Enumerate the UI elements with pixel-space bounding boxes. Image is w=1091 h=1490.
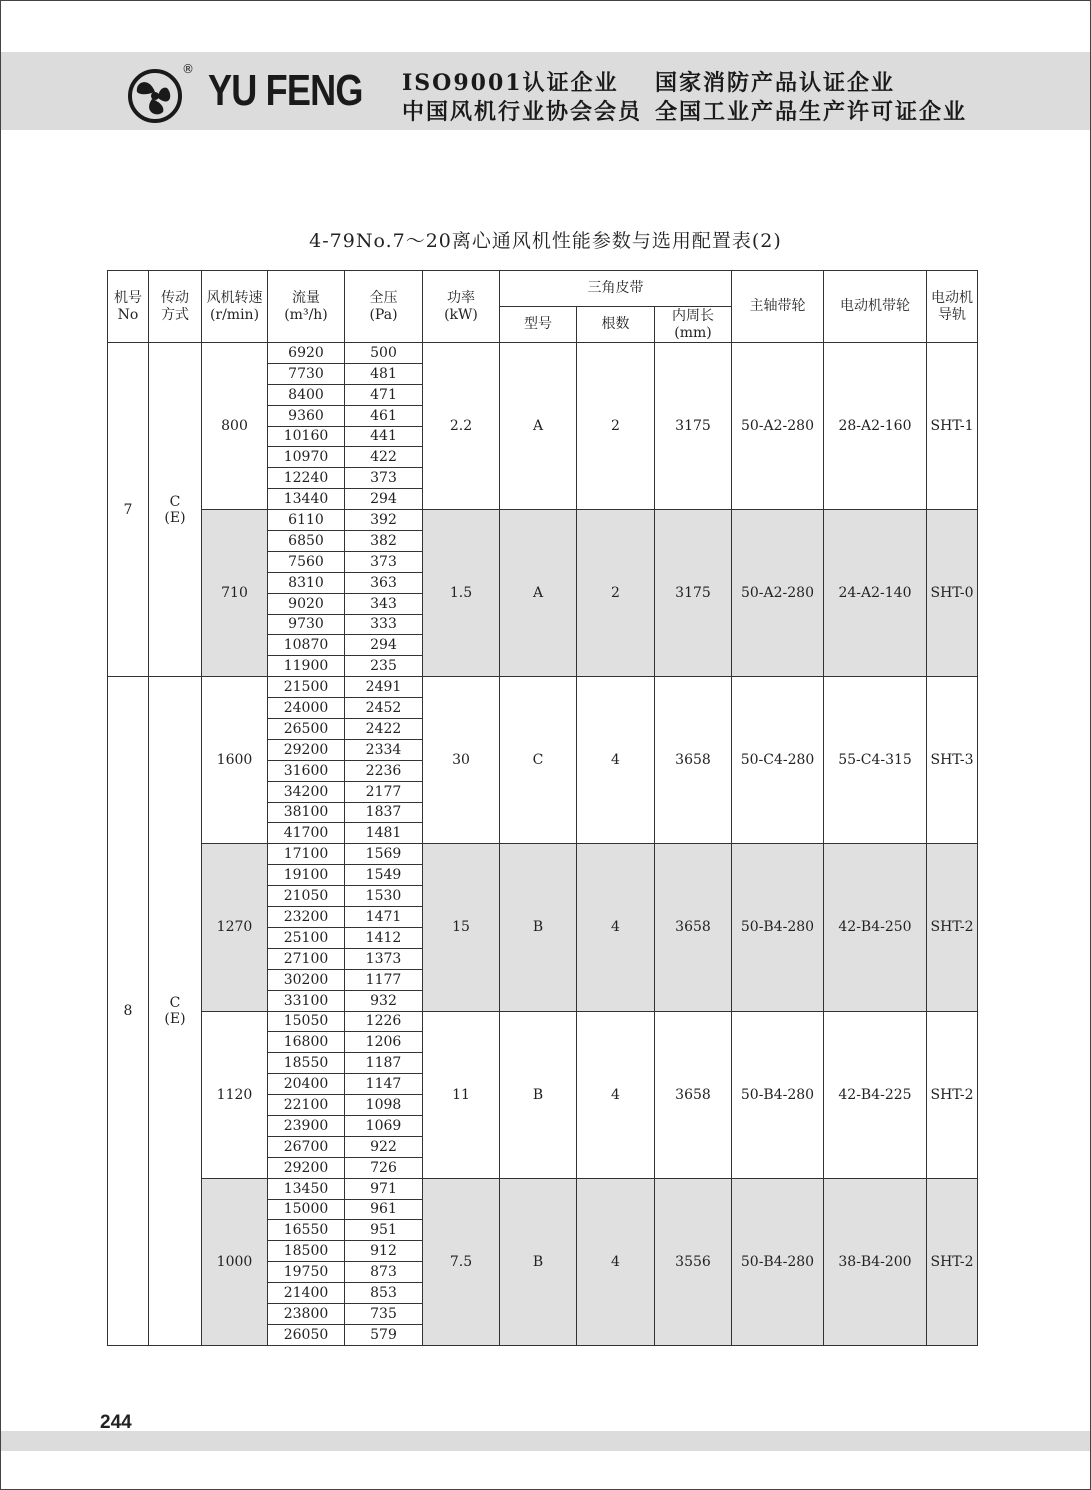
belt-length-cell: 3175 — [655, 343, 732, 510]
pressure-cell: 2177 — [345, 781, 423, 802]
spec-table-body — [108, 343, 978, 1346]
registered-mark: ® — [182, 62, 194, 76]
table-row — [108, 1011, 978, 1032]
table-row — [108, 844, 978, 865]
flow-cell: 26050 — [268, 1324, 345, 1345]
pressure-cell: 1837 — [345, 802, 423, 823]
flow-cell: 25100 — [268, 927, 345, 948]
flow-cell: 20400 — [268, 1074, 345, 1095]
flow-cell: 11900 — [268, 656, 345, 677]
pressure-cell: 343 — [345, 593, 423, 614]
power-cell: 30 — [423, 677, 500, 844]
belt-length-cell: 3556 — [655, 1178, 732, 1345]
pressure-cell: 1549 — [345, 865, 423, 886]
flow-cell: 29200 — [268, 1157, 345, 1178]
header-motor-rail: 电动机 导轨 — [927, 271, 978, 343]
flow-cell: 23800 — [268, 1303, 345, 1324]
pressure-cell: 951 — [345, 1220, 423, 1241]
pressure-cell: 1147 — [345, 1074, 423, 1095]
header-spindle-pulley: 主轴带轮 — [732, 271, 824, 343]
flow-cell: 41700 — [268, 823, 345, 844]
power-cell: 7.5 — [423, 1178, 500, 1345]
table-row — [108, 677, 978, 698]
pressure-cell: 481 — [345, 363, 423, 384]
pressure-cell: 726 — [345, 1157, 423, 1178]
pressure-cell: 1569 — [345, 844, 423, 865]
pressure-cell: 2334 — [345, 739, 423, 760]
belt-type-cell: B — [500, 844, 577, 1011]
motor-rail-cell: SHT-2 — [927, 1178, 978, 1345]
flow-cell: 7730 — [268, 363, 345, 384]
flow-cell: 21050 — [268, 886, 345, 907]
speed-cell: 1000 — [202, 1178, 268, 1345]
pressure-cell: 294 — [345, 489, 423, 510]
flow-cell: 23200 — [268, 907, 345, 928]
drive-cell: C (E) — [149, 343, 202, 677]
flow-cell: 30200 — [268, 969, 345, 990]
flow-cell: 29200 — [268, 739, 345, 760]
flow-cell: 10870 — [268, 635, 345, 656]
belt-count-cell: 4 — [577, 1178, 655, 1345]
spindle-pulley-cell: 50-C4-280 — [732, 677, 824, 844]
flow-cell: 19100 — [268, 865, 345, 886]
table-row — [108, 343, 978, 364]
header-belt-type: 型号 — [500, 307, 577, 343]
yufeng-logo-icon — [127, 68, 183, 124]
pressure-cell: 961 — [345, 1199, 423, 1220]
brand-name: YU FENG — [208, 66, 363, 115]
spindle-pulley-cell: 50-B4-280 — [732, 844, 824, 1011]
motor-pulley-cell: 24-A2-140 — [824, 510, 927, 677]
flow-cell: 15000 — [268, 1199, 345, 1220]
flow-cell: 38100 — [268, 802, 345, 823]
header-drive: 传动 方式 — [149, 271, 202, 343]
pressure-cell: 1069 — [345, 1115, 423, 1136]
motor-pulley-cell: 42-B4-225 — [824, 1011, 927, 1178]
pressure-cell: 294 — [345, 635, 423, 656]
flow-cell: 6920 — [268, 343, 345, 364]
pressure-cell: 363 — [345, 572, 423, 593]
pressure-cell: 422 — [345, 447, 423, 468]
table-row — [108, 510, 978, 531]
pressure-cell: 932 — [345, 990, 423, 1011]
belt-count-cell: 4 — [577, 844, 655, 1011]
pressure-cell: 2452 — [345, 698, 423, 719]
pressure-cell: 1206 — [345, 1032, 423, 1053]
motor-rail-cell: SHT-0 — [927, 510, 978, 677]
flow-cell: 16550 — [268, 1220, 345, 1241]
belt-type-cell: A — [500, 343, 577, 510]
pressure-cell: 971 — [345, 1178, 423, 1199]
pressure-cell: 1530 — [345, 886, 423, 907]
motor-rail-cell: SHT-2 — [927, 1011, 978, 1178]
header-machine-no: 机号 No — [108, 271, 149, 343]
speed-cell: 1120 — [202, 1011, 268, 1178]
spindle-pulley-cell: 50-A2-280 — [732, 343, 824, 510]
flow-cell: 8310 — [268, 572, 345, 593]
belt-length-cell: 3658 — [655, 1011, 732, 1178]
machine-no-cell: 7 — [108, 343, 149, 677]
pressure-cell: 333 — [345, 614, 423, 635]
pressure-cell: 1226 — [345, 1011, 423, 1032]
power-cell: 11 — [423, 1011, 500, 1178]
header-vbelt: 三角皮带 — [500, 271, 732, 307]
flow-cell: 8400 — [268, 384, 345, 405]
flow-cell: 19750 — [268, 1262, 345, 1283]
motor-pulley-cell: 28-A2-160 — [824, 343, 927, 510]
header-belt-length: 内周长 (mm) — [655, 307, 732, 343]
spindle-pulley-cell: 50-B4-280 — [732, 1178, 824, 1345]
motor-rail-cell: SHT-1 — [927, 343, 978, 510]
motor-pulley-cell: 42-B4-250 — [824, 844, 927, 1011]
header-line1-right: 国家消防产品认证企业 — [655, 70, 896, 96]
power-cell: 15 — [423, 844, 500, 1011]
motor-pulley-cell: 55-C4-315 — [824, 677, 927, 844]
flow-cell: 13450 — [268, 1178, 345, 1199]
pressure-cell: 873 — [345, 1262, 423, 1283]
flow-cell: 24000 — [268, 698, 345, 719]
spindle-pulley-cell: 50-A2-280 — [732, 510, 824, 677]
speed-cell: 1600 — [202, 677, 268, 844]
flow-cell: 6110 — [268, 510, 345, 531]
spindle-pulley-cell: 50-B4-280 — [732, 1011, 824, 1178]
footer-band — [1, 1431, 1090, 1451]
pressure-cell: 441 — [345, 426, 423, 447]
pressure-cell: 579 — [345, 1324, 423, 1345]
pressure-cell: 2491 — [345, 677, 423, 698]
pressure-cell: 1187 — [345, 1053, 423, 1074]
pressure-cell: 373 — [345, 551, 423, 572]
flow-cell: 22100 — [268, 1095, 345, 1116]
pressure-cell: 912 — [345, 1241, 423, 1262]
header-speed: 风机转速 (r/min) — [202, 271, 268, 343]
pressure-cell: 392 — [345, 510, 423, 531]
pressure-cell: 1412 — [345, 927, 423, 948]
flow-cell: 18550 — [268, 1053, 345, 1074]
flow-cell: 31600 — [268, 760, 345, 781]
header-belt-count: 根数 — [577, 307, 655, 343]
header-power: 功率 (kW) — [423, 271, 500, 343]
page-number: 244 — [100, 1412, 132, 1433]
pressure-cell: 1471 — [345, 907, 423, 928]
motor-rail-cell: SHT-3 — [927, 677, 978, 844]
pressure-cell: 471 — [345, 384, 423, 405]
pressure-cell: 2236 — [345, 760, 423, 781]
header-flow: 流量 (m³/h) — [268, 271, 345, 343]
pressure-cell: 922 — [345, 1136, 423, 1157]
header-motor-pulley: 电动机带轮 — [824, 271, 927, 343]
header-line2-right: 全国工业产品生产许可证企业 — [655, 99, 968, 125]
pressure-cell: 235 — [345, 656, 423, 677]
flow-cell: 6850 — [268, 531, 345, 552]
flow-cell: 10970 — [268, 447, 345, 468]
pressure-cell: 1481 — [345, 823, 423, 844]
pressure-cell: 1098 — [345, 1095, 423, 1116]
speed-cell: 1270 — [202, 844, 268, 1011]
speed-cell: 710 — [202, 510, 268, 677]
flow-cell: 9020 — [268, 593, 345, 614]
header-line1-left: ISO9001认证企业 — [402, 70, 619, 96]
flow-cell: 12240 — [268, 468, 345, 489]
pressure-cell: 735 — [345, 1303, 423, 1324]
flow-cell: 18500 — [268, 1241, 345, 1262]
belt-count-cell: 4 — [577, 677, 655, 844]
flow-cell: 16800 — [268, 1032, 345, 1053]
belt-length-cell: 3175 — [655, 510, 732, 677]
flow-cell: 15050 — [268, 1011, 345, 1032]
flow-cell: 34200 — [268, 781, 345, 802]
flow-cell: 17100 — [268, 844, 345, 865]
power-cell: 1.5 — [423, 510, 500, 677]
header-pressure: 全压 (Pa) — [345, 271, 423, 343]
pressure-cell: 500 — [345, 343, 423, 364]
flow-cell: 23900 — [268, 1115, 345, 1136]
flow-cell: 27100 — [268, 948, 345, 969]
table-title: 4-79No.7～20离心通风机性能参数与选用配置表(2) — [309, 230, 782, 252]
belt-type-cell: B — [500, 1178, 577, 1345]
flow-cell: 26700 — [268, 1136, 345, 1157]
belt-count-cell: 2 — [577, 343, 655, 510]
pressure-cell: 1373 — [345, 948, 423, 969]
belt-type-cell: B — [500, 1011, 577, 1178]
motor-rail-cell: SHT-2 — [927, 844, 978, 1011]
drive-cell: C (E) — [149, 677, 202, 1346]
belt-length-cell: 3658 — [655, 677, 732, 844]
flow-cell: 13440 — [268, 489, 345, 510]
pressure-cell: 2422 — [345, 719, 423, 740]
pressure-cell: 1177 — [345, 969, 423, 990]
pressure-cell: 461 — [345, 405, 423, 426]
belt-type-cell: A — [500, 510, 577, 677]
belt-count-cell: 2 — [577, 510, 655, 677]
belt-length-cell: 3658 — [655, 844, 732, 1011]
pressure-cell: 382 — [345, 531, 423, 552]
flow-cell: 9360 — [268, 405, 345, 426]
pressure-cell: 373 — [345, 468, 423, 489]
header-line2-left: 中国风机行业协会会员 — [402, 99, 643, 125]
speed-cell: 800 — [202, 343, 268, 510]
pressure-cell: 853 — [345, 1283, 423, 1304]
belt-count-cell: 4 — [577, 1011, 655, 1178]
belt-type-cell: C — [500, 677, 577, 844]
flow-cell: 10160 — [268, 426, 345, 447]
flow-cell: 7560 — [268, 551, 345, 572]
flow-cell: 26500 — [268, 719, 345, 740]
flow-cell: 21500 — [268, 677, 345, 698]
spec-table — [107, 270, 978, 1346]
power-cell: 2.2 — [423, 343, 500, 510]
machine-no-cell: 8 — [108, 677, 149, 1346]
flow-cell: 33100 — [268, 990, 345, 1011]
flow-cell: 21400 — [268, 1283, 345, 1304]
flow-cell: 9730 — [268, 614, 345, 635]
motor-pulley-cell: 38-B4-200 — [824, 1178, 927, 1345]
table-row — [108, 1178, 978, 1199]
